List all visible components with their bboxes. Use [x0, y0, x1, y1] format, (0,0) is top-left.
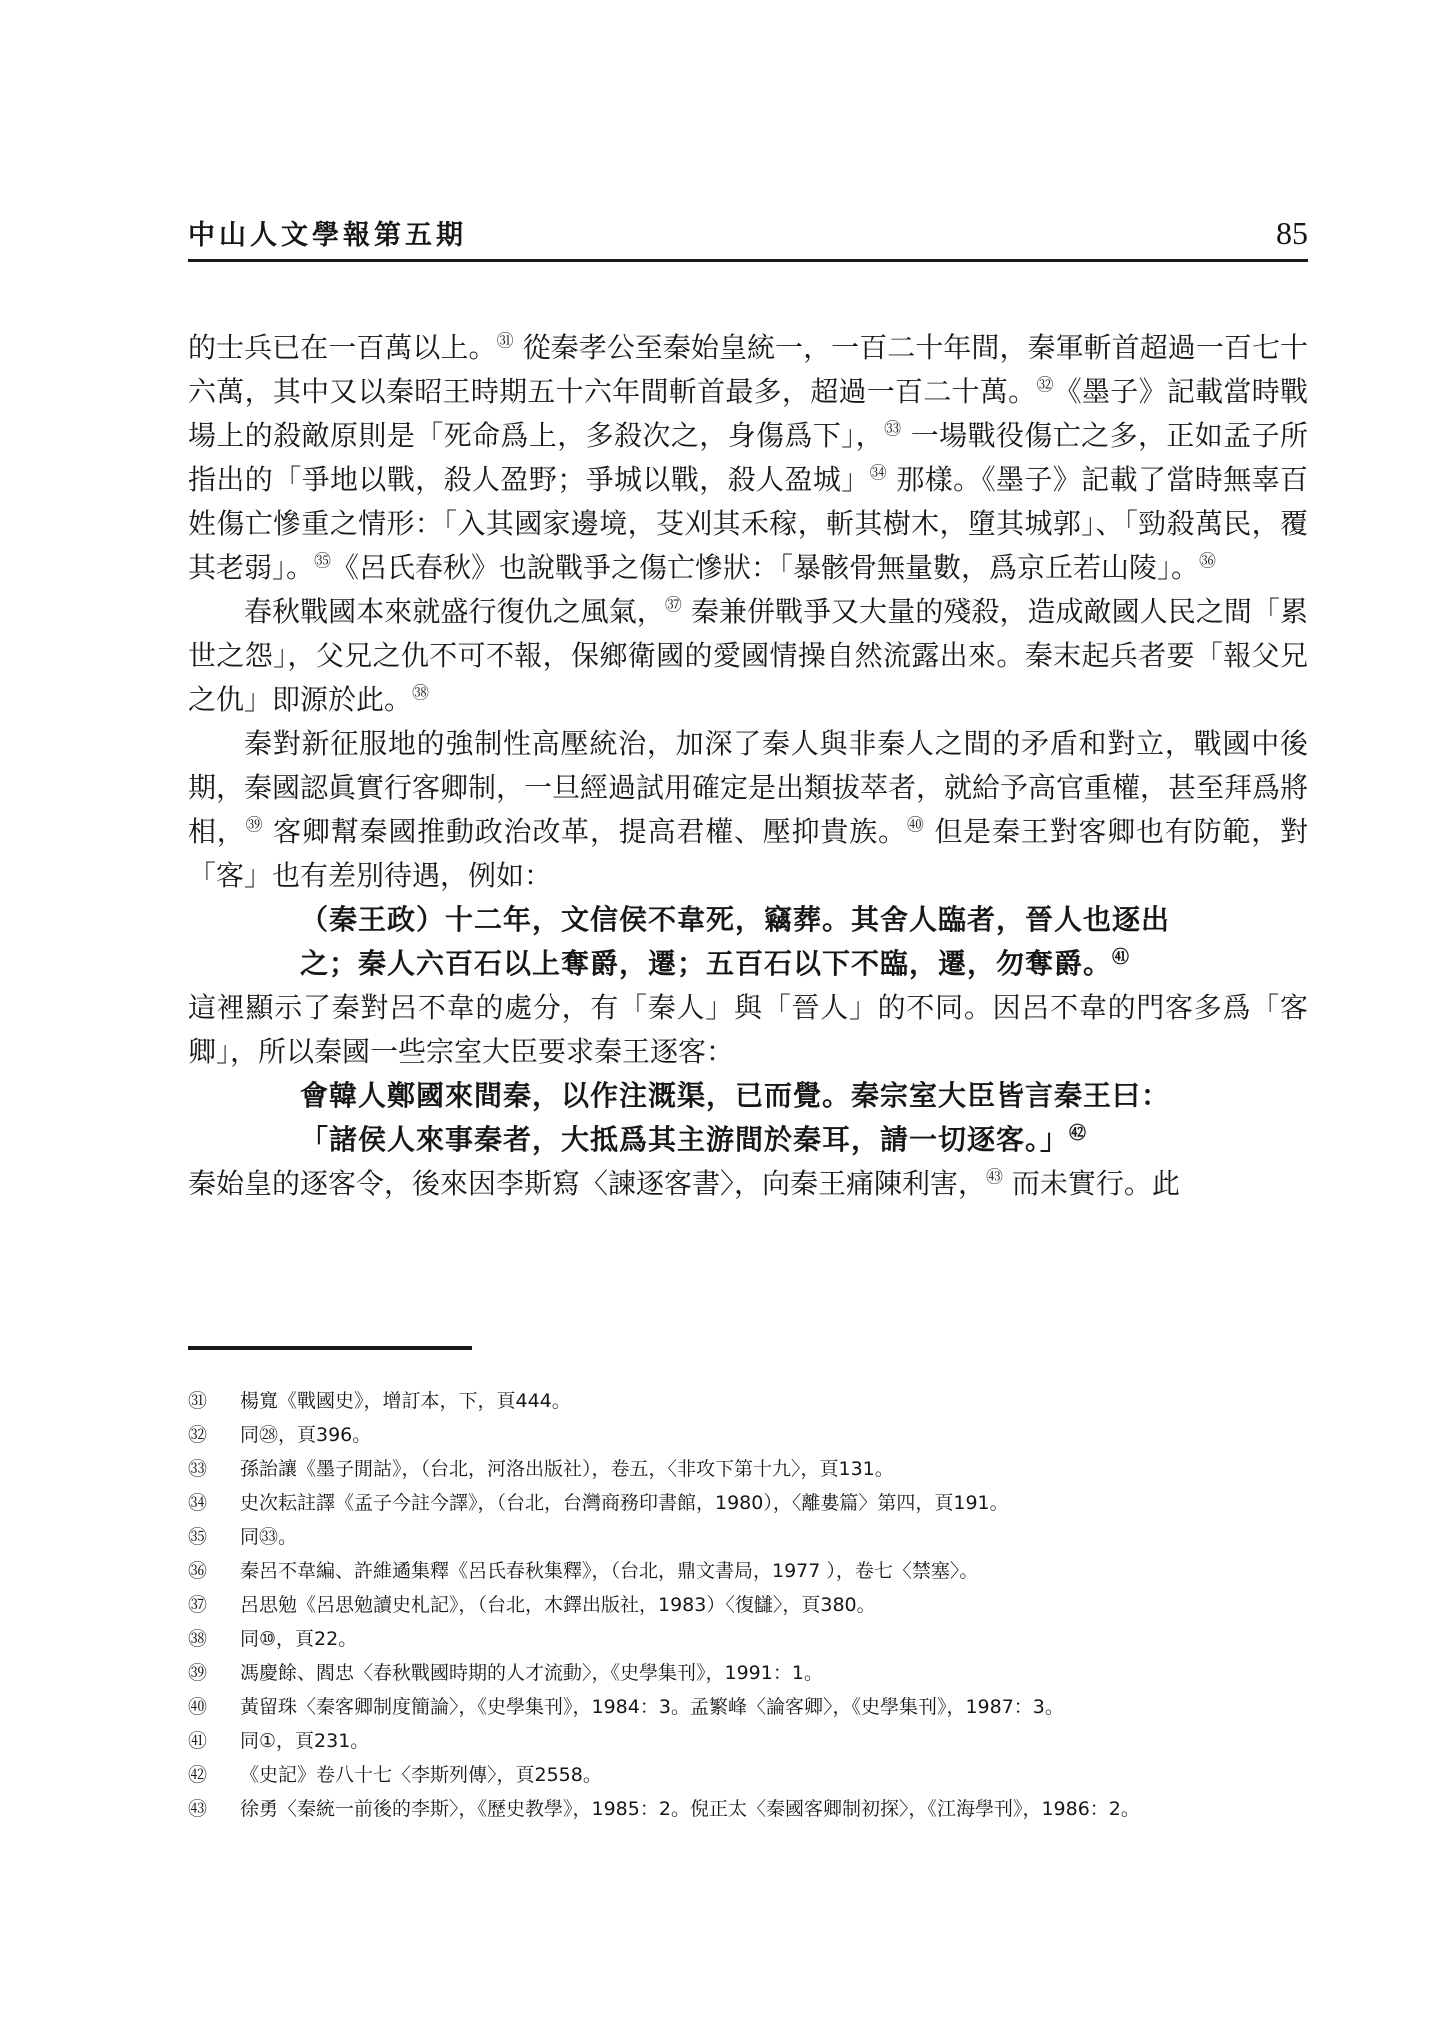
footnote-text: 《史記》卷八十七〈李斯列傳〉，頁2558。: [240, 1764, 602, 1786]
footnote-number: ㊸: [188, 1798, 208, 1820]
footnote-item: [188, 1554, 1308, 1588]
footnote-text: 同⑩，頁22。: [240, 1628, 358, 1650]
text-run: 秦對新征服地的強制性高壓統治，加深了秦人與非秦人之間的矛盾和對立，戰國中後期，秦國認眞實行客卿制，一旦經過試用確定是出類拔萃者，就給予高官重權，甚至拜爲將相，: [188, 727, 1309, 848]
footnote-number: ㊷: [188, 1764, 208, 1786]
footnote-ref: ㊴: [245, 815, 264, 836]
block-quote-line: [188, 1118, 1308, 1162]
footnote-ref: ㉛: [496, 331, 514, 352]
footnote-text: 同①，頁231。: [240, 1730, 370, 1752]
footnote-text: 秦呂不韋編、許維遹集釋《呂氏春秋集釋》，（台北，鼎文書局，1977 ），卷七〈禁塞〉。: [240, 1560, 979, 1582]
block-quote-line: [188, 898, 1308, 942]
body-text: [188, 326, 1308, 1206]
paragraph: [188, 1162, 1308, 1206]
paragraph: [188, 722, 1308, 898]
footnote-number: ㊶: [188, 1730, 208, 1752]
text-run: （秦王政）十二年，文信侯不韋死，竊葬。其舍人臨者，晉人也逐出: [300, 903, 1171, 936]
running-head: [188, 214, 1308, 262]
paragraph: [188, 326, 1308, 590]
footnotes: [188, 1384, 1308, 1826]
footnote-number: ㉜: [188, 1424, 208, 1446]
footnote-item: [188, 1418, 1308, 1452]
text-run: 的士兵已在一百萬以上。: [188, 331, 497, 364]
text-run: 但是秦王對客卿也有防範，對「客」也有差別待遇，例如：: [188, 815, 1308, 892]
footnote-item: [188, 1724, 1308, 1758]
footnote-item: [188, 1690, 1308, 1724]
footnote-text: 楊寬《戰國史》，增訂本，下，頁444。: [240, 1390, 571, 1412]
footnote-ref: ㊲: [664, 595, 682, 616]
footnote-ref: ㊸: [986, 1167, 1004, 1188]
footnote-text: 同㉘，頁396。: [240, 1424, 372, 1446]
text-run: 一場戰役傷亡之多，正如孟子所指出的「爭地以戰，殺人盈野；爭城以戰，殺人盈城」: [188, 419, 1308, 496]
text-run: 秦兼併戰爭又大量的殘殺，造成敵國人民之間「累世之怨」，父兄之仇不可不報，保鄉衛國的愛國情操自然流露出來。秦末起兵者要「報父兄之仇」即源於此。: [188, 595, 1308, 716]
footnote-ref: ㉟: [314, 551, 332, 572]
footnote-text: 同㉝。: [240, 1526, 298, 1548]
text-run: 客卿幫秦國推動政治改革，提高君權、壓抑貴族。: [263, 815, 907, 848]
footnote-text: 黃留珠〈秦客卿制度簡論〉，《史學集刊》，1984：3。孟繁峰〈論客卿〉，《史學集刊》，1987：3。: [240, 1696, 1064, 1718]
footnote-number: ㊵: [188, 1696, 208, 1718]
text-run: 《墨子》記載當時戰場上的殺敵原則是「死命爲上，多殺次之，身傷爲下」，: [188, 375, 1308, 452]
block-quote-line: [188, 1074, 1308, 1118]
text-run: 《呂氏春秋》也說戰爭之傷亡慘狀：「暴骸骨無量數，爲京丘若山陵」。: [331, 551, 1200, 584]
footnote-ref: ㊶: [1112, 947, 1131, 968]
page-number: 85: [1276, 215, 1308, 251]
footnote-text: 史次耘註譯《孟子今註今譯》，（台北，台灣商務印書館，1980），〈離婁篇〉第四，頁191。: [240, 1492, 1009, 1514]
text-run: 而未實行。此: [1003, 1167, 1180, 1200]
footnote-item: [188, 1486, 1308, 1520]
footnote-item: [188, 1588, 1308, 1622]
journal-title: 中山人文學報第五期: [188, 220, 467, 251]
footnote-text: 徐勇〈秦統一前後的李斯〉，《歷史教學》，1985：2。倪正太〈秦國客卿制初探〉，《江海學刊》，1986：2。: [240, 1798, 1140, 1820]
footnote-number: ㉛: [188, 1390, 208, 1412]
footnote-rule: [188, 1346, 472, 1350]
text-run: 春秋戰國本來就盛行復仇之風氣，: [244, 595, 665, 628]
paragraph: [188, 986, 1308, 1074]
text-run: 之；秦人六百石以上奪爵，遷；五百石以下不臨，遷，勿奪爵。: [300, 947, 1113, 980]
footnote-number: ㊱: [188, 1560, 208, 1582]
text-run: 這裡顯示了秦對呂不韋的處分，有「秦人」與「晉人」的不同。因呂不韋的門客多爲「客卿」，所以秦國一些宗室大臣要求秦王逐客：: [188, 991, 1308, 1068]
text-run: 從秦孝公至秦始皇統一，一百二十年間，秦軍斬首超過一百七十六萬，其中又以秦昭王時期五十六年間斬首最多，超過一百二十萬。: [188, 331, 1308, 408]
footnote-item: [188, 1384, 1308, 1418]
footnote-ref: ㊷: [1069, 1123, 1088, 1144]
footnote-number: ㉞: [188, 1492, 208, 1514]
footnote-number: ㉝: [188, 1458, 208, 1480]
footnote-ref: ㉞: [869, 463, 888, 484]
footnote-number: ㊴: [188, 1662, 208, 1684]
footnote-item: [188, 1758, 1308, 1792]
footnote-ref: ㊳: [412, 683, 430, 704]
text-run: 會韓人鄭國來間秦，以作注溉渠，已而覺。秦宗室大臣皆言秦王曰：: [300, 1079, 1171, 1112]
footnote-text: 呂思勉《呂思勉讀史札記》，（台北，木鐸出版社，1983）〈復讎〉，頁380。: [240, 1594, 876, 1616]
footnote-item: [188, 1622, 1308, 1656]
footnote-ref: ㊵: [906, 815, 925, 836]
footnote-ref: ㉝: [884, 419, 902, 440]
text-run: 「諸侯人來事秦者，大抵爲其主游間於秦耳，請一切逐客。」: [300, 1123, 1070, 1156]
footnote-item: [188, 1656, 1308, 1690]
footnote-item: [188, 1520, 1308, 1554]
text-run: 那樣。《墨子》記載了當時無辜百姓傷亡慘重之情形：「入其國家邊境，芟刈其禾稼，斬其樹木，墮其城郭」、「勁殺萬民，覆其老弱」。: [188, 463, 1308, 584]
header-rule: [188, 259, 1308, 262]
footnote-number: ㊲: [188, 1594, 208, 1616]
footnote-item: [188, 1792, 1308, 1826]
paragraph: [188, 590, 1308, 722]
footnote-text: 孫詒讓《墨子閒詁》，（台北，河洛出版社），卷五，〈非攻下第十九〉，頁131。: [240, 1458, 894, 1480]
block-quote-line: [188, 942, 1308, 986]
footnote-item: [188, 1452, 1308, 1486]
text-run: 秦始皇的逐客令，後來因李斯寫〈諫逐客書〉，向秦王痛陳利害，: [188, 1167, 987, 1200]
footnote-ref: ㉜: [1036, 375, 1054, 396]
footnote-text: 馮慶餘、閻忠〈春秋戰國時期的人才流動〉，《史學集刊》，1991：1。: [240, 1662, 823, 1684]
footnote-ref: ㊱: [1199, 551, 1217, 572]
footnote-number: ㊳: [188, 1628, 208, 1650]
footnote-number: ㉟: [188, 1526, 208, 1548]
